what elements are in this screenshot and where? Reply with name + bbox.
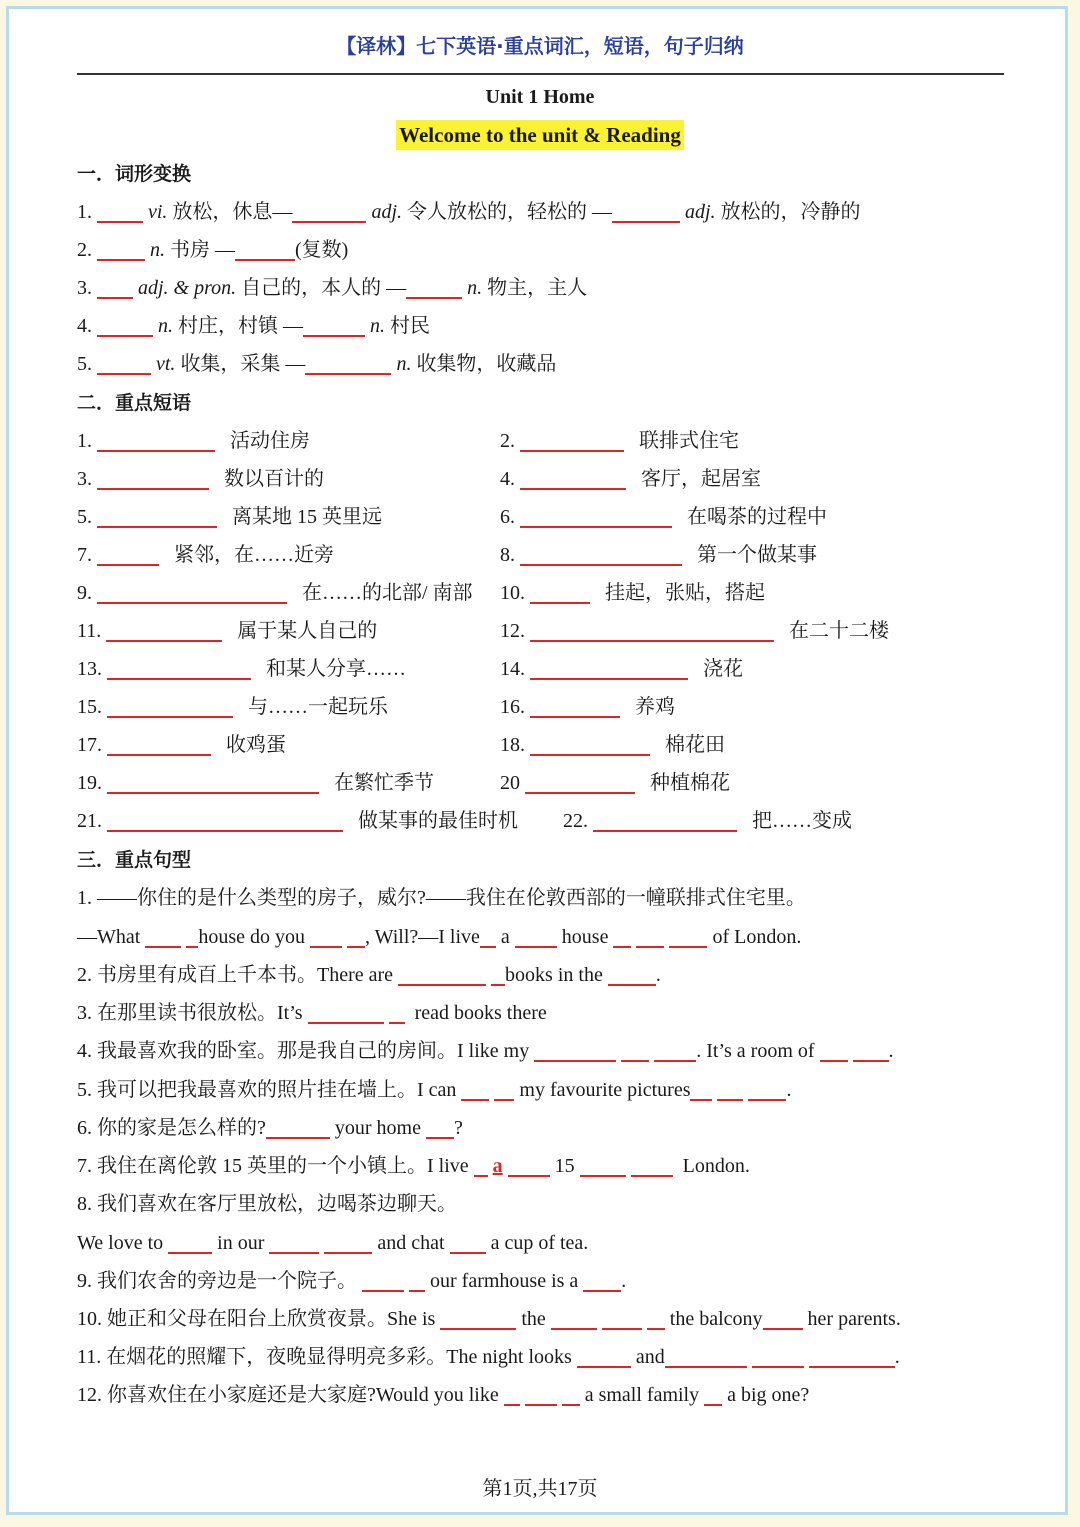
answer-blank[interactable]	[389, 1001, 405, 1024]
answer-blank[interactable]	[562, 1383, 580, 1406]
answer-blank[interactable]	[669, 925, 707, 948]
phrase-item: 18. 棉花田	[500, 734, 725, 756]
sentence-1-cn: 1. ——你住的是什么类型的房子，威尔?——我住在伦敦西部的一幢联排式住宅里。	[77, 887, 806, 909]
answer-blank[interactable]	[186, 925, 198, 948]
word-item-3: 3. adj. & pron. 自己的，本人的 — n. 物主，主人	[77, 277, 588, 299]
answer-blank[interactable]	[763, 1307, 803, 1330]
answer-blank[interactable]	[97, 200, 143, 223]
phrase-item: 20 种植棉花	[500, 772, 730, 794]
answer-blank[interactable]	[665, 1345, 747, 1368]
answer-blank[interactable]	[809, 1345, 895, 1368]
answer-blank[interactable]	[107, 733, 211, 756]
answer-blank[interactable]	[612, 200, 680, 223]
answer-blank[interactable]	[461, 1078, 489, 1101]
answer-blank[interactable]	[305, 352, 391, 375]
phrase-item: 11. 属于某人自己的	[77, 620, 378, 642]
sentence-4: 4. 我最喜欢我的卧室。那是我自己的房间。I like my . It’s a room of .	[77, 1040, 894, 1062]
sentence-3: 3. 在那里读书很放松。It’s read books there	[77, 1002, 547, 1024]
answer-blank[interactable]	[508, 1154, 550, 1177]
answer-blank[interactable]	[362, 1269, 404, 1292]
answer-blank[interactable]	[530, 695, 620, 718]
answer-blank[interactable]	[97, 581, 287, 604]
section-one-title: 一．词形变换	[77, 163, 192, 185]
answer-blank[interactable]	[520, 429, 624, 452]
sentence-10: 10. 她正和父母在阳台上欣赏夜景。She is the the balcony her parents.	[77, 1308, 901, 1330]
answer-blank[interactable]	[613, 925, 631, 948]
sentence-5: 5. 我可以把我最喜欢的照片挂在墙上。I can my favourite pictures .	[77, 1079, 792, 1101]
answer-blank[interactable]	[602, 1307, 642, 1330]
phrase-item: 15. 与……一起玩乐	[77, 696, 388, 718]
header-rule	[77, 73, 1004, 75]
answer-blank[interactable]	[577, 1345, 631, 1368]
unit-title: Unit 1 Home	[485, 86, 595, 108]
answer-blank[interactable]	[97, 467, 209, 490]
answer-blank[interactable]	[474, 1154, 488, 1177]
section-three-title: 三．重点句型	[77, 849, 192, 871]
phrase-item: 16. 养鸡	[500, 696, 675, 718]
answer-blank[interactable]	[551, 1307, 597, 1330]
answer-blank[interactable]	[347, 925, 365, 948]
answer-blank[interactable]	[621, 1039, 649, 1062]
answer-blank[interactable]	[107, 771, 319, 794]
phrase-item: 9. 在……的北部/ 南部	[77, 582, 473, 604]
answer-blank[interactable]	[310, 925, 342, 948]
answer-blank[interactable]	[426, 1116, 454, 1139]
answer-blank[interactable]	[748, 1078, 786, 1101]
answer-blank[interactable]	[398, 963, 486, 986]
answer-blank[interactable]	[752, 1345, 804, 1368]
phrase-item: 14. 浇花	[500, 658, 743, 680]
answer-blank[interactable]	[636, 925, 664, 948]
sentence-6: 6. 你的家是怎么样的? your home ?	[77, 1117, 463, 1139]
phrase-item: 1. 活动住房	[77, 430, 310, 452]
answer-blank[interactable]	[608, 963, 656, 986]
answer-blank[interactable]	[106, 619, 222, 642]
answer-blank[interactable]	[107, 657, 251, 680]
phrase-item: 10. 挂起，张贴，搭起	[500, 582, 765, 604]
phrase-item: 12. 在二十二楼	[500, 620, 889, 642]
document-header: 【译林】七下英语·重点词汇，短语，句子归纳	[336, 34, 744, 58]
answer-blank[interactable]	[491, 963, 505, 986]
answer-blank[interactable]	[580, 1154, 626, 1177]
sentence-7: 7. 我住在离伦敦 15 英里的一个小镇上。I live a 15 London.	[77, 1155, 750, 1177]
answer-blank[interactable]	[97, 543, 159, 566]
answer-blank[interactable]	[525, 1383, 557, 1406]
answer-blank[interactable]	[853, 1039, 889, 1062]
sentence-8-cn: 8. 我们喜欢在客厅里放松，边喝茶边聊天。	[77, 1193, 457, 1215]
page-number: 第1页,共17页	[482, 1478, 598, 1500]
answer-blank[interactable]	[690, 1078, 712, 1101]
answer-blank[interactable]	[107, 809, 343, 832]
answer-blank[interactable]	[324, 1231, 372, 1254]
answer-blank[interactable]	[583, 1269, 621, 1292]
answer-blank[interactable]	[406, 276, 462, 299]
answer-blank[interactable]	[145, 925, 181, 948]
answer-blank[interactable]	[717, 1078, 743, 1101]
phrase-item: 7. 紧邻，在……近旁	[77, 544, 334, 566]
answer-blank[interactable]	[631, 1154, 673, 1177]
answer-blank[interactable]	[654, 1039, 696, 1062]
answer-blank[interactable]	[504, 1383, 520, 1406]
answer-blank[interactable]	[530, 619, 774, 642]
phrase-item: 3. 数以百计的	[77, 468, 324, 490]
phrase-item: 8. 第一个做某事	[500, 544, 817, 566]
answer-blank[interactable]	[480, 925, 496, 948]
sentence-1-en: —What house do you , Will?—I live a house of London.	[77, 926, 802, 948]
answer-blank[interactable]	[409, 1269, 425, 1292]
answer-blank[interactable]	[97, 352, 151, 375]
answer-blank[interactable]	[593, 809, 737, 832]
word-item-1: 1. vi. 放松，休息— adj. 令人放松的，轻松的 — adj. 放松的，冷静的	[77, 201, 861, 223]
section-two-title: 二．重点短语	[77, 392, 192, 414]
answer-blank[interactable]	[97, 276, 133, 299]
answer-blank[interactable]	[820, 1039, 848, 1062]
phrase-item: 21. 做某事的最佳时机	[77, 810, 518, 832]
phrase-item: 19. 在繁忙季节	[77, 772, 434, 794]
answer-blank[interactable]	[269, 1231, 319, 1254]
answer-blank[interactable]	[168, 1231, 212, 1254]
lesson-subtitle: Welcome to the unit & Reading	[396, 120, 684, 150]
answer-blank[interactable]	[520, 505, 672, 528]
sentence-9: 9. 我们农舍的旁边是一个院子。 our farmhouse is a .	[77, 1270, 627, 1292]
answer-blank[interactable]	[97, 429, 215, 452]
answer-blank[interactable]	[647, 1307, 665, 1330]
word-item-5: 5. vt. 收集，采集 — n. 收集物，收藏品	[77, 353, 557, 375]
phrase-item: 2. 联排式住宅	[500, 430, 739, 452]
answer-blank[interactable]	[303, 314, 365, 337]
answer-blank[interactable]	[520, 467, 626, 490]
phrase-item: 5. 离某地 15 英里远	[77, 506, 382, 528]
answer-blank[interactable]	[97, 505, 217, 528]
answer-blank[interactable]	[530, 581, 590, 604]
phrase-item: 22. 把……变成	[563, 810, 852, 832]
answer-blank[interactable]	[530, 733, 650, 756]
answer-blank[interactable]	[266, 1116, 330, 1139]
answer-blank[interactable]	[440, 1307, 516, 1330]
answer-blank[interactable]	[308, 1001, 384, 1024]
word-item-2: 2. n. 书房 — (复数)	[77, 239, 349, 261]
sentence-12: 12. 你喜欢住在小家庭还是大家庭?Would you like a small family a big one?	[77, 1384, 810, 1406]
word-item-4: 4. n. 村庄，村镇 — n. 村民	[77, 315, 430, 337]
answer-blank[interactable]	[97, 314, 153, 337]
sentence-2: 2. 书房里有成百上千本书。There are books in the .	[77, 964, 661, 986]
phrase-item: 4. 客厅，起居室	[500, 468, 761, 490]
answer-blank[interactable]	[515, 925, 557, 948]
sentence-11: 11. 在烟花的照耀下，夜晚显得明亮多彩。The night looks and .	[77, 1346, 900, 1368]
answer-blank[interactable]	[494, 1078, 514, 1101]
answer-blank[interactable]	[520, 543, 682, 566]
phrase-item: 17. 收鸡蛋	[77, 734, 286, 756]
filled-answer: a	[492, 1155, 503, 1177]
answer-blank[interactable]	[704, 1383, 722, 1406]
answer-blank[interactable]	[534, 1039, 616, 1062]
answer-blank[interactable]	[525, 771, 635, 794]
answer-blank[interactable]	[97, 238, 145, 261]
answer-blank[interactable]	[450, 1231, 486, 1254]
sentence-8-en: We love to in our and chat a cup of tea.	[77, 1232, 589, 1254]
answer-blank[interactable]	[530, 657, 688, 680]
answer-blank[interactable]	[235, 238, 295, 261]
answer-blank[interactable]	[292, 200, 366, 223]
phrase-item: 6. 在喝茶的过程中	[500, 506, 827, 528]
answer-blank[interactable]	[107, 695, 233, 718]
phrase-item: 13. 和某人分享……	[77, 658, 406, 680]
